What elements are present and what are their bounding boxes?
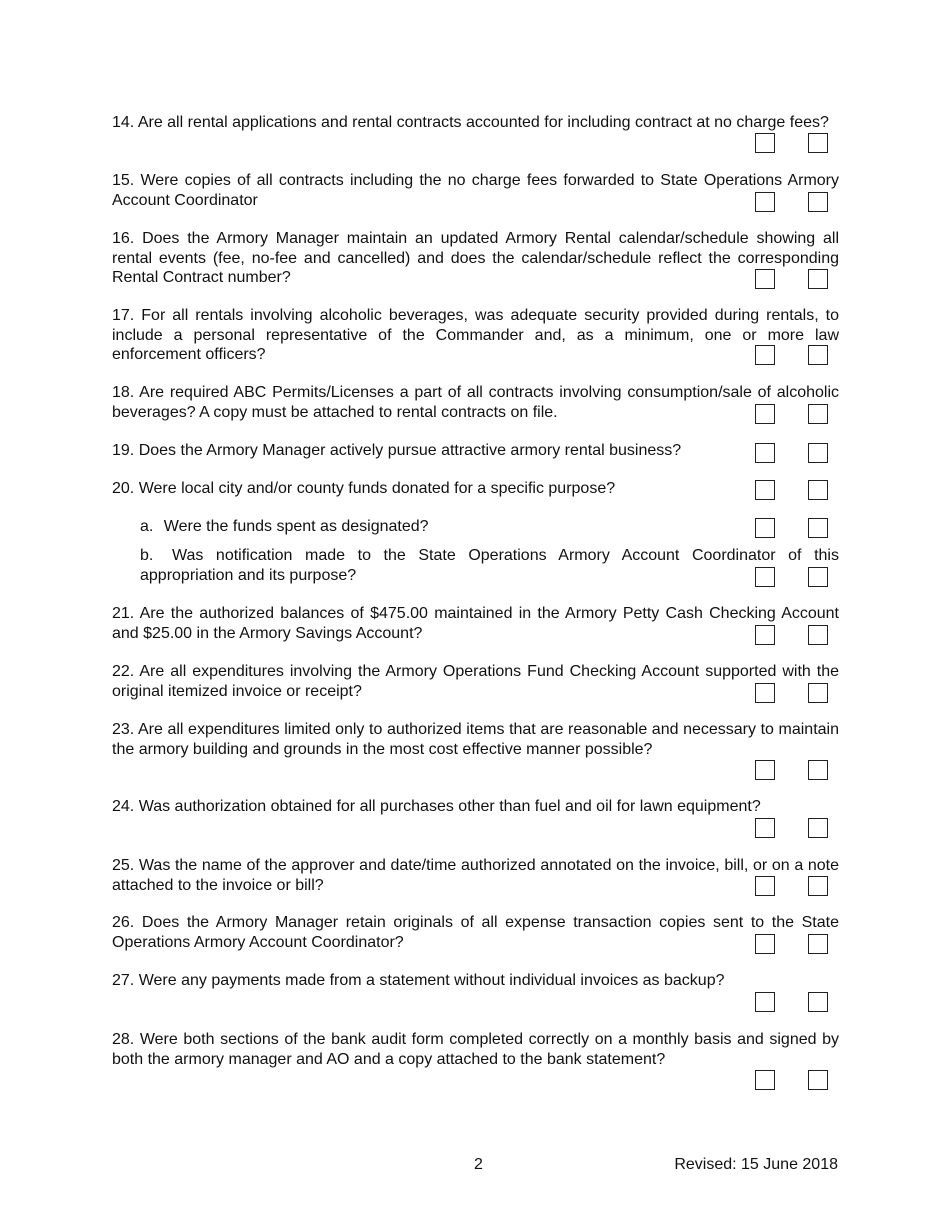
question-number: 27. — [112, 972, 135, 989]
revision-date: Revised: 15 June 2018 — [674, 1156, 838, 1173]
question-number: 25. — [112, 857, 135, 874]
question-number: 21. — [112, 605, 135, 622]
yes-checkbox-23[interactable] — [755, 760, 775, 780]
no-checkbox-20[interactable] — [808, 480, 828, 500]
no-checkbox-26[interactable] — [808, 934, 828, 954]
question-15 — [112, 171, 839, 210]
yes-checkbox-19[interactable] — [755, 443, 775, 463]
question-text: Are all expenditures involving the Armory Operations Fund Checking Account supported with the original itemized invoice or receipt? — [112, 663, 840, 700]
question-number: 24. — [112, 798, 135, 815]
yes-checkbox-27[interactable] — [755, 992, 775, 1012]
question-text: Are the authorized balances of $475.00 maintained in the Armory Petty Cash Checking Account and $25.00 in the Armory Savings Account? — [112, 605, 840, 642]
question-number: 19. — [112, 442, 135, 459]
no-checkbox-14[interactable] — [808, 133, 828, 153]
question-text: Does the Armory Manager retain originals of all expense transaction copies sent to the State Operations Armory Account Coordinator? — [112, 914, 839, 951]
question-number: 15. — [112, 172, 135, 189]
question-28 — [112, 1030, 839, 1069]
question-text: Was the name of the approver and date/time authorized annotated on the invoice, bill, or on a note attached to the invoice or bill? — [112, 857, 839, 894]
yes-checkbox-20[interactable] — [755, 480, 775, 500]
question-number: b. — [140, 547, 154, 564]
question-text: Are all expenditures limited only to authorized items that are reasonable and necessary to maintain the armory building and grounds in the most cost effective manner possible? — [112, 721, 840, 758]
question-number: 23. — [112, 721, 135, 738]
question-number: 26. — [112, 914, 135, 931]
question-25 — [112, 856, 839, 895]
question-text: For all rentals involving alcoholic beverages, was adequate security provided during rentals, to include a personal representative of the Commander and, as a minimum, one or more law enforcement officers? — [112, 307, 840, 363]
question-text: Were copies of all contracts including the no charge fees forwarded to State Operations Armory Account Coordinator — [112, 172, 839, 209]
yes-checkbox-16[interactable] — [755, 269, 775, 289]
question-number: a. — [140, 518, 154, 535]
question-number: 20. — [112, 480, 135, 497]
yes-checkbox-25[interactable] — [755, 876, 775, 896]
yes-checkbox-17[interactable] — [755, 345, 775, 365]
question-text: Are all rental applications and rental contracts accounted for including contract at no charge fees? — [137, 114, 829, 131]
question-text: Were any payments made from a statement without individual invoices as backup? — [138, 972, 725, 989]
yes-checkbox-20a[interactable] — [755, 518, 775, 538]
question-number: 22. — [112, 663, 135, 680]
yes-checkbox-18[interactable] — [755, 404, 775, 424]
no-checkbox-16[interactable] — [808, 269, 828, 289]
question-17 — [112, 306, 839, 365]
question-number: 17. — [112, 307, 135, 324]
no-checkbox-15[interactable] — [808, 192, 828, 212]
question-16 — [112, 229, 839, 288]
no-checkbox-25[interactable] — [808, 876, 828, 896]
question-text: Was authorization obtained for all purchases other than fuel and oil for lawn equipment? — [138, 798, 761, 815]
no-checkbox-18[interactable] — [808, 404, 828, 424]
yes-checkbox-22[interactable] — [755, 683, 775, 703]
question-text: Were both sections of the bank audit form completed correctly on a monthly basis and signed by both the armory manager and AO and a copy attached to the bank statement? — [112, 1031, 839, 1068]
question-24 — [112, 797, 839, 817]
question-text: Does the Armory Manager actively pursue attractive armory rental business? — [138, 442, 682, 459]
yes-checkbox-14[interactable] — [755, 133, 775, 153]
no-checkbox-20b[interactable] — [808, 567, 828, 587]
yes-checkbox-24[interactable] — [755, 818, 775, 838]
question-text: Was notification made to the State Operations Armory Account Coordinator of this appropriation and its purpose? — [140, 547, 839, 584]
question-20a — [140, 517, 839, 537]
question-number: 14. — [112, 114, 135, 131]
question-text: Does the Armory Manager maintain an updated Armory Rental calendar/schedule showing all rental events (fee, no-fee and cancelled) and does the calendar/schedule reflect the corresponding Rental Contract number? — [112, 230, 839, 286]
no-checkbox-24[interactable] — [808, 818, 828, 838]
yes-checkbox-26[interactable] — [755, 934, 775, 954]
question-23 — [112, 720, 839, 759]
no-checkbox-20a[interactable] — [808, 518, 828, 538]
no-checkbox-28[interactable] — [808, 1070, 828, 1090]
no-checkbox-19[interactable] — [808, 443, 828, 463]
yes-checkbox-21[interactable] — [755, 625, 775, 645]
yes-checkbox-20b[interactable] — [755, 567, 775, 587]
question-19 — [112, 441, 839, 461]
question-20 — [112, 479, 839, 499]
no-checkbox-23[interactable] — [808, 760, 828, 780]
yes-checkbox-28[interactable] — [755, 1070, 775, 1090]
no-checkbox-21[interactable] — [808, 625, 828, 645]
no-checkbox-27[interactable] — [808, 992, 828, 1012]
question-27 — [112, 971, 839, 991]
question-number: 28. — [112, 1031, 135, 1048]
question-22 — [112, 662, 839, 701]
question-18 — [112, 383, 839, 422]
question-21 — [112, 604, 839, 643]
question-text: Were the funds spent as designated? — [163, 518, 429, 535]
question-text: Were local city and/or county funds donated for a specific purpose? — [138, 480, 616, 497]
no-checkbox-17[interactable] — [808, 345, 828, 365]
question-number: 16. — [112, 230, 135, 247]
question-20b — [140, 546, 839, 585]
question-text: Are required ABC Permits/Licenses a part of all contracts involving consumption/sale of alcoholic beverages? A copy must be attached to rental contracts on file. — [112, 384, 840, 421]
yes-checkbox-15[interactable] — [755, 192, 775, 212]
page-number: 2 — [474, 1156, 483, 1173]
no-checkbox-22[interactable] — [808, 683, 828, 703]
question-number: 18. — [112, 384, 135, 401]
question-14 — [112, 113, 839, 133]
question-26 — [112, 913, 839, 952]
